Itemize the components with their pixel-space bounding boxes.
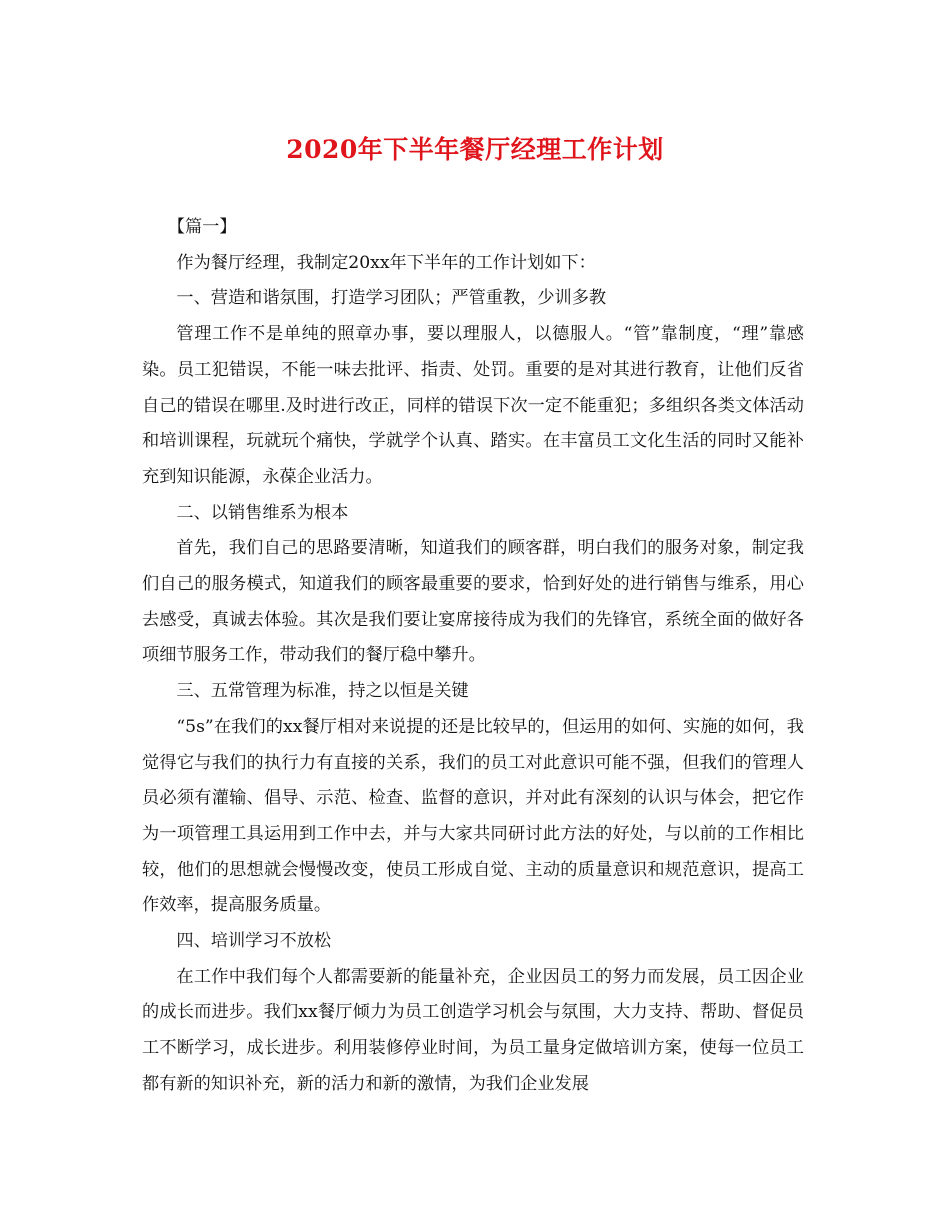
section-heading-1: 一、营造和谐氛围，打造学习团队；严管重教，少训多教	[176, 288, 607, 309]
section-paragraph-3: “5s”在我们的xx餐厅相对来说提的还是比较早的，但运用的如何、实施的如何，我觉得它与我们的执行力有直接的关系，我们的员工对此意识可能不强，但我们的管理人员必须有灌输、倡导、示范、检查、监督的意识，并对此有深刻的认识与体会，把它作为一项管理工具运用到工作中去，并与大家共同研讨此方法的好处，与以前的工作相比较，他们的思想就会慢慢改变，使员工形成自觉、主动的质量意识和规范意识，提高工作效率，提高服务质量。	[142, 716, 804, 916]
intro-paragraph: 作为餐厅经理，我制定20xx年下半年的工作计划如下：	[176, 252, 596, 273]
section-heading-3: 三、五常管理为标准，持之以恒是关键	[176, 681, 469, 702]
section-heading-4: 四、培训学习不放松	[176, 931, 332, 952]
document-body	[142, 210, 804, 1103]
section-paragraph-1: 管理工作不是单纯的照章办事，要以理服人，以德服人。“管”靠制度，“理”靠感染。员工犯错误，不能一味去批评、指责、处罚。重要的是对其进行教育，让他们反省自己的错误在哪里.及时进行改正，同样的错误下次一定不能重犯；多组织各类文体活动和培训课程，玩就玩个痛快，学就学个认真、踏实。在丰富员工文化生活的同时又能补充到知识能源，永葆企业活力。	[142, 324, 804, 487]
section-heading-2: 二、以销售维系为根本	[176, 502, 349, 523]
section-paragraph-2: 首先，我们自己的思路要清晰，知道我们的顾客群，明白我们的服务对象，制定我们自己的服务模式，知道我们的顾客最重要的要求，恰到好处的进行销售与维系，用心去感受，真诚去体验。其次是我们要让宴席接待成为我们的先锋官，系统全面的做好各项细节服务工作，带动我们的餐厅稳中攀升。	[142, 538, 804, 666]
section-tag: 【篇一】	[167, 217, 237, 237]
section-paragraph-4: 在工作中我们每个人都需要新的能量补充，企业因员工的努力而发展，员工因企业的成长而进步。我们xx餐厅倾力为员工创造学习机会与氛围，大力支持、帮助、督促员工不断学习，成长进步。利用装修停业时间，为员工量身定做培训方案，使每一位员工都有新的知识补充，新的活力和新的激情，为我们企业发展	[142, 966, 804, 1094]
document-title: 2020年下半年餐厅经理工作计划	[286, 135, 664, 164]
